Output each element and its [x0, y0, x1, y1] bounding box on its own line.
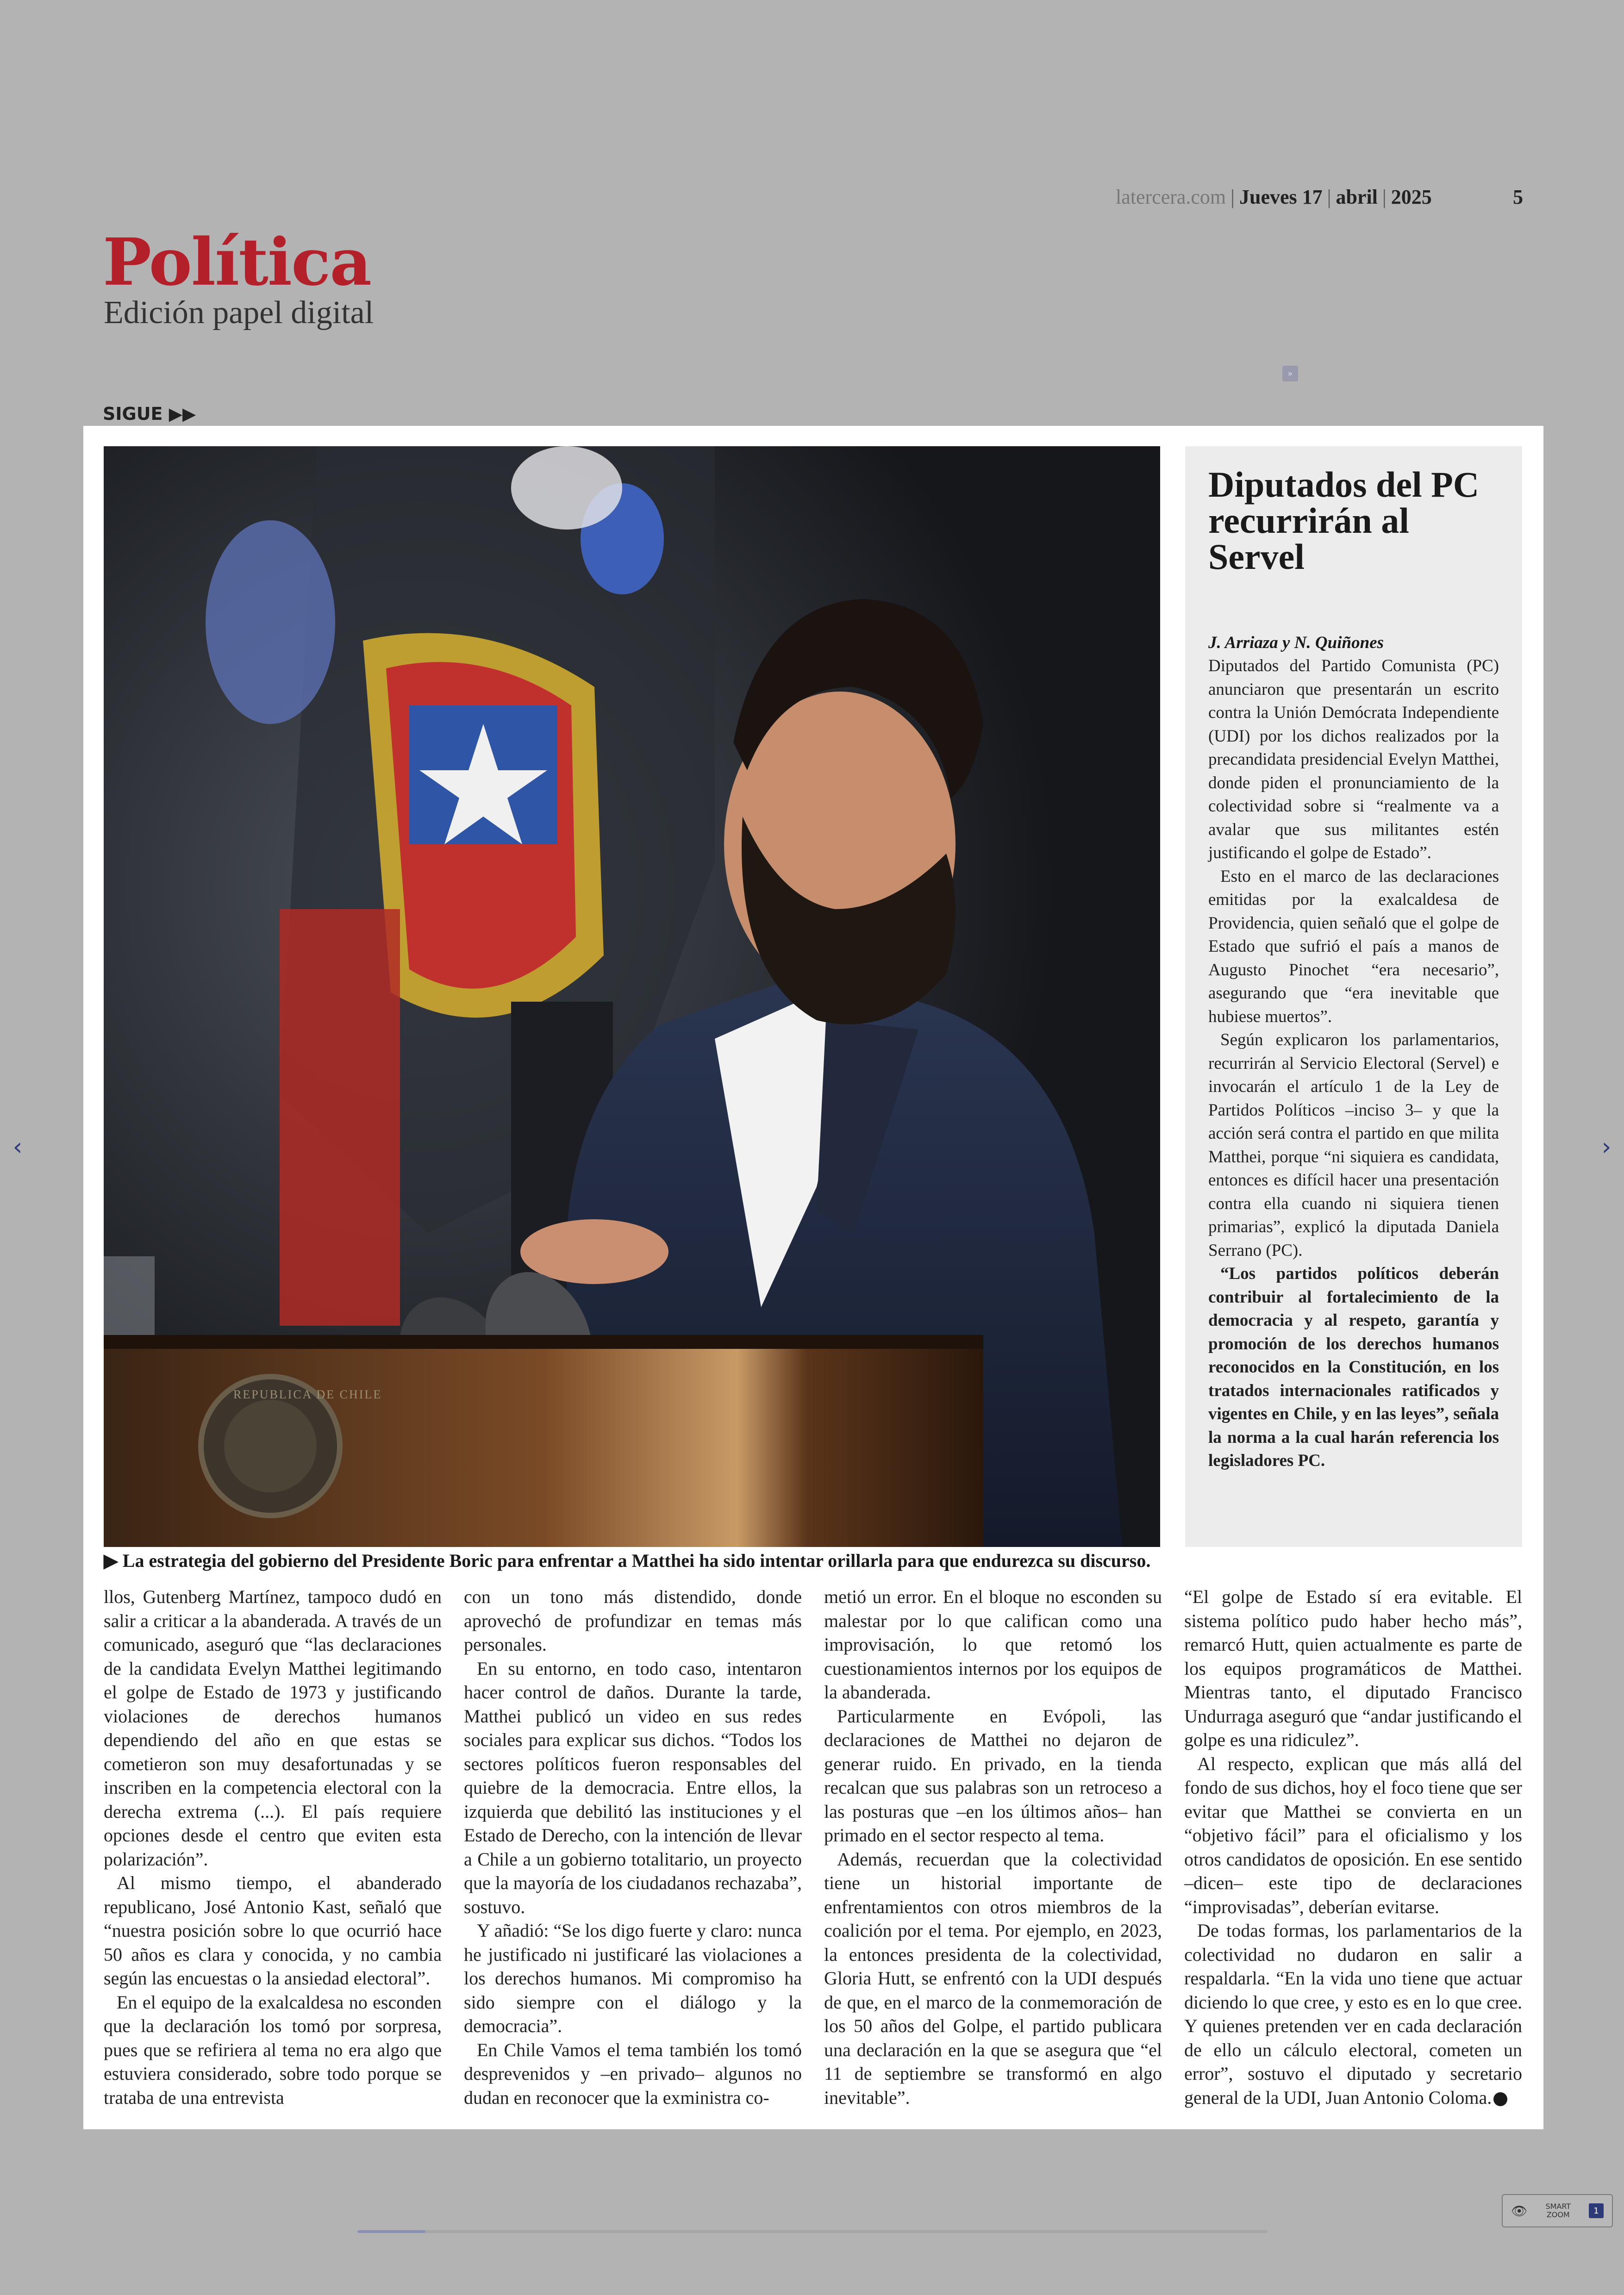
end-mark-icon — [1493, 2092, 1507, 2106]
section-title: Política — [103, 225, 371, 300]
article-paragraph: En el equipo de la exalcaldesa no esconden que la declaración los tomó por sorpresa, pues que se refiriera al tema no era algo que estuviera considerado, sobre todo porque se trataba de una entrevista — [104, 1991, 442, 2108]
article-column — [464, 1585, 802, 2122]
article-paragraph: Y añadió: “Se los digo fuerte y claro: nunca he justificado ni justificaré las violaciones a los derechos humanos. Mi compromiso ha sido siempre con el diálogo y la democracia”. — [464, 1920, 802, 2036]
separator: | — [1382, 186, 1387, 208]
newspaper-page — [83, 426, 1543, 2129]
page-scroll-thumb[interactable] — [357, 2230, 425, 2233]
next-page-button[interactable] — [1593, 1133, 1620, 1161]
edition-subtitle: Edición papel digital — [104, 295, 374, 331]
site-name: latercera.com — [1116, 186, 1226, 208]
article-paragraph: “El golpe de Estado sí era evitable. El sistema político pudo haber hecho más”, remarcó Hutt, quien actualmente es parte de los equipos programáticos de Matthei. Mientras tanto, el diputado Francisco Undurraga aseguró que “andar justificando el golpe es una ridiculez”. — [1184, 1586, 1522, 1750]
sidebar-paragraph: Esto en el marco de las declaraciones emitidas por la exalcaldesa de Providencia, quien señaló que el golpe de Estado que sufrió el país a manos de Augusto Pinochet “era necesario”, asegurando que “era inevitable que hubiese muertos”. — [1208, 867, 1499, 1026]
previous-page-button[interactable] — [4, 1133, 31, 1161]
article-column — [104, 1585, 442, 2122]
page-number: 5 — [1513, 186, 1523, 208]
eye-icon: 👁 — [1511, 2203, 1528, 2219]
smart-zoom-button[interactable] — [1502, 2194, 1613, 2227]
article-paragraph: metió un error. En el bloque no esconden su malestar por lo que califican como una improvisación, lo que retomó los cuestionamientos internos por los equipos de la abanderada. — [824, 1586, 1162, 1703]
article-paragraph: llos, Gutenberg Martínez, tampoco dudó en salir a criticar a la abanderada. A través de un comunicado, aseguró que “las declaraciones de la candidata Evelyn Matthei legitimando el golpe de Estado de 1973 y justificando violaciones de derechos humanos dependiendo del año en que estas se cometieron son muy desafortunadas y se inscriben en la competencia electoral con la derecha extrema (...). El país requiere opciones desde el centro que eviten esta polarización”. — [104, 1586, 442, 1870]
issue-info — [1116, 185, 1523, 209]
article-paragraph: con un tono más distendido, donde aprovechó de profundizar en temas más personales. — [464, 1586, 802, 1655]
page-badge[interactable]: » — [1282, 366, 1298, 381]
sidebar-title: Diputados del PC recurrirán al Servel — [1208, 464, 1480, 577]
page-scroll-track[interactable] — [357, 2230, 1268, 2233]
main-photo — [104, 446, 1160, 1547]
sigue-label: SIGUE ▶▶ — [103, 404, 196, 424]
chevron-right-icon: › — [1601, 1133, 1612, 1161]
article-paragraph: En Chile Vamos el tema también los tomó desprevenidos y –en privado– algunos no dudan en reconocer que la exministra co- — [464, 2039, 802, 2108]
smart-zoom-label: SMART ZOOM — [1545, 2202, 1571, 2219]
sidebar-author: J. Arriaza y N. Quiñones — [1208, 633, 1384, 652]
photo-caption: ▶ La estrategia del gobierno del Presidente Boric para enfrentar a Matthei ha sido intentar orillarla para que endurezca su discurso. — [104, 1550, 1151, 1571]
issue-month: abril — [1336, 186, 1378, 208]
article-paragraph: Particularmente en Evópoli, las declaraciones de Matthei no dejaron de generar ruido. En privado, en la tienda recalcan que sus palabras son un retroceso a las posturas que –en los últimos años– han primado en el sector respecto al tema. — [824, 1705, 1162, 1846]
article-paragraph: Además, recuerdan que la colectividad tiene un historial importante de enfrentamientos con otros miembros de la coalición por el tema. Por ejemplo, en 2023, la entonces presidenta de la colectividad, Gloria Hutt, se enfrentó con la UDI después de que, en el marco de la conmemoración de los 50 años del Golpe, el partido publicara una declaración en la que se asegura que “el 11 de septiembre se transformó en algo inevitable”. — [824, 1848, 1162, 2108]
sidebar-quote: “Los partidos políticos deberán contribuir al fortalecimiento de la democracia y al respeto, garantía y promoción de los derechos humanos reconocidos en la Constitución, en los tratados internacionales ratificados y vigentes en Chile, y en las leyes”, señala la norma a la cual harán referencia los legisladores PC. — [1208, 1264, 1499, 1470]
article-columns — [104, 1585, 1522, 2122]
article-column — [824, 1585, 1162, 2122]
smart-zoom-count: 1 — [1589, 2203, 1604, 2218]
issue-year: 2025 — [1391, 186, 1432, 208]
article-paragraph-text: De todas formas, los parlamentarios de la colectividad no dudaron en salir a respaldarla. “En la vida uno tiene que actuar diciendo lo que cree, y esto es en lo que cree. Y quienes pretenden ver en cada declaración de ello un cálculo electoral, cometen un error”, sostuvo el diputado y secretario general de la UDI, Juan Antonio Coloma. — [1184, 1920, 1522, 2108]
article-paragraph: Al mismo tiempo, el abanderado republicano, José Antonio Kast, señaló que “nuestra posición sobre lo que ocurrió hace 50 años es clara y conocida, y no cambia según las encuestas o la ansiedad electoral”. — [104, 1872, 442, 1989]
photo-illustration — [104, 446, 1160, 1547]
sidebar-paragraph: Diputados del Partido Comunista (PC) anunciaron que presentarán un escrito contra la Unión Demócrata Independiente (UDI) por los dichos realizados por la precandidata presidencial Evelyn Matthei, donde piden el pronunciamiento de la colectividad sobre si “realmente va a avalar que sus militantes estén justificando el golpe de Estado”. — [1208, 656, 1499, 862]
podium-seal-text: REPUBLICA DE CHILE — [233, 1388, 382, 1401]
chevron-left-icon: ‹ — [12, 1133, 23, 1161]
sidebar-paragraph: Según explicaron los parlamentarios, recurrirán al Servicio Electoral (Servel) e invocarán el artículo 1 de la Ley de Partidos Políticos –inciso 3– y que la acción será contra el partido en que milita Matthei, porque “ni siquiera es candidata, entonces es difícil hacer una presentación contra ella cuando ni siquiera tienen primarias”, explicó la diputada Daniela Serrano (PC). — [1208, 1030, 1499, 1260]
issue-day: Jueves 17 — [1239, 186, 1323, 208]
article-paragraph: En su entorno, en todo caso, intentaron hacer control de daños. Durante la tarde, Matthei publicó un video en sus redes sociales para explicar sus dichos. “Todos los sectores políticos fueron responsables del quiebre de la democracia. Entre ellos, la izquierda que debilitó las instituciones y el Estado de Derecho, con la intención de llevar a Chile a un gobierno totalitario, un proyecto que la mayoría de los ciudadanos rechazaba”, sostuvo. — [464, 1658, 802, 1917]
article-column — [1184, 1585, 1522, 2122]
article-paragraph-last — [1184, 1919, 1522, 2109]
article-paragraph: Al respecto, explican que más allá del fondo de sus dichos, hoy el foco tiene que ser evitar que Matthei se convierta en un “objetivo fácil” para el oficialismo y los otros candidatos de oposición. En ese sentido –dicen– este tipo de declaraciones “improvisadas”, deberían evitarse. — [1184, 1753, 1522, 1917]
separator: | — [1327, 186, 1331, 208]
separator: | — [1230, 186, 1235, 208]
sidebar-box — [1185, 446, 1522, 1547]
